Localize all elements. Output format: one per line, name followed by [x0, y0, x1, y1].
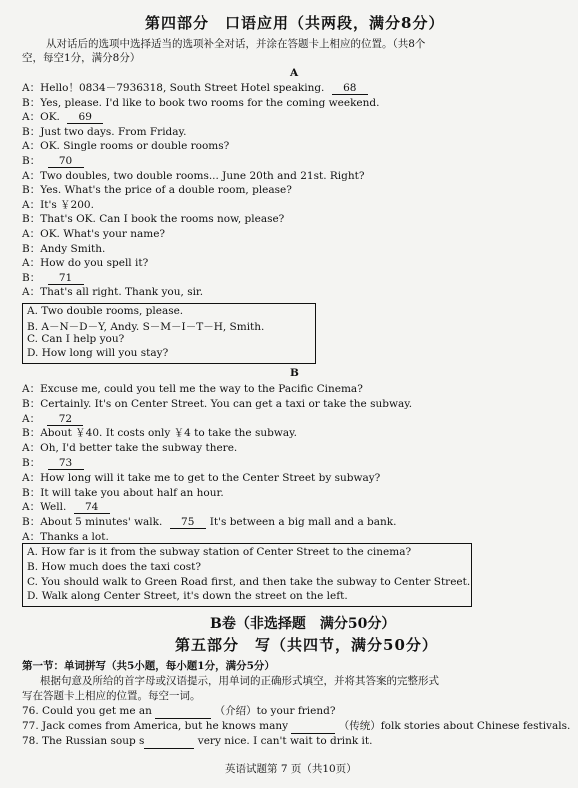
dialog-line	[22, 470, 380, 485]
answer-blank-75[interactable]: 75	[170, 516, 206, 529]
answer-blank-71[interactable]: 71	[48, 272, 84, 285]
dialog-line-text: B：It will take you about half an hour.	[22, 486, 224, 499]
dialog-line-text: A：How long will it take me to get to the Center Street by subway?	[22, 471, 381, 484]
dialog-line-text: A：Oh, I'd better take the subway there.	[22, 442, 238, 455]
dialog-line	[22, 440, 237, 455]
dialog-line	[22, 425, 297, 440]
dialog-line	[22, 514, 397, 529]
section1-title: 第一节：单词拼写（共5小题，每小题1分，满分5分）	[22, 660, 275, 672]
dialog-line-text: A：How do you spell it?	[22, 257, 149, 270]
dialog-line	[22, 109, 103, 124]
dialog-line	[22, 124, 186, 139]
dialog-line-text-after: It's between a big mall and a bank.	[209, 516, 397, 529]
part5-title: 第五部分 写（共四节，满分50分）	[175, 636, 438, 654]
dialog-line-text: B：About 5 minutes' walk.	[22, 516, 163, 529]
dialog-line	[22, 95, 379, 110]
dialog-line-text: A：OK. Single rooms or double rooms?	[22, 140, 230, 153]
dialog-a-option-b: B. A－N－D－Y, Andy. S－M－I－T－H, Smith.	[27, 321, 265, 333]
dialog-b-option-a: A. How far is it from the subway station of Center Street to the cinema?	[27, 546, 412, 558]
dialog-line-text: B：	[22, 155, 41, 167]
dialog-line-text: A：Well.	[22, 501, 67, 514]
answer-blank-68[interactable]: 68	[332, 82, 368, 95]
dialog-a-option-a: A. Two double rooms, please.	[27, 305, 184, 317]
part4-title: 第四部分 口语应用（共两段，满分8分）	[145, 14, 445, 32]
dialog-line-text: B：	[22, 457, 41, 469]
dialog-line	[22, 80, 368, 95]
dialog-line-text: A：Excuse me, could you tell me the way to the Pacific Cinema?	[22, 383, 363, 395]
dialog-line	[22, 197, 94, 212]
section1-instruction-line1: 根据句意及所给的首字母或汉语提示，用单词的正确形式填空，并将其答案的完整形式	[40, 675, 439, 687]
question-78-text-before: 78. The Russian soup s	[22, 735, 145, 747]
part4-instruction-line2: 空，每空1分，满分8分）	[22, 52, 141, 64]
dialog-line-text: A：That's all right. Thank you, sir.	[22, 286, 204, 299]
answer-blank-69[interactable]: 69	[67, 111, 103, 124]
dialog-line-text: A：It's ￥200.	[22, 198, 94, 211]
dialog-line-text: B：Yes. What's the price of a double room, please?	[22, 184, 292, 197]
dialog-line	[22, 241, 105, 256]
dialog-line	[22, 270, 84, 285]
dialog-line	[22, 381, 363, 396]
dialog-line	[22, 284, 203, 299]
dialog-line-text: B：	[22, 271, 41, 284]
dialog-line	[22, 499, 110, 514]
question-77-blank[interactable]	[291, 719, 335, 734]
question-76-text-after: （介绍）to your friend?	[214, 705, 336, 717]
question-76	[22, 704, 335, 719]
dialog-line	[22, 529, 109, 544]
dialog-line	[22, 168, 364, 183]
answer-blank-73[interactable]: 73	[48, 457, 84, 470]
volume-b-title: B卷（非选择题 满分50分）	[210, 616, 396, 632]
page-footer: 英语试题第 7 页（共10页）	[225, 763, 357, 775]
dialog-line-text: A：OK.	[22, 111, 60, 124]
dialog-line-text: A：Two doubles, two double rooms... June 20th and 21st. Right?	[22, 169, 365, 182]
dialog-a-option-d: D. How long will you stay?	[27, 347, 169, 359]
dialog-line-text: B：About ￥40. It costs only ￥4 to take the subway.	[22, 427, 297, 440]
dialog-line	[22, 182, 292, 197]
dialog-line-text: A：	[22, 412, 41, 425]
dialog-line	[22, 485, 224, 500]
dialog-line-text: A：OK. What's your name?	[22, 228, 166, 240]
dialog-a-options-box	[22, 303, 316, 364]
question-77-text-after: （传统）folk stories about Chinese festivals.	[338, 720, 571, 732]
dialog-line-text: B：Certainly. It's on Center Street. You can get a taxi or take the subway.	[22, 397, 413, 410]
dialog-line	[22, 255, 148, 270]
dialog-a-label: A	[290, 67, 299, 79]
dialog-line	[22, 396, 412, 411]
dialog-line	[22, 226, 165, 241]
question-76-text-before: 76. Could you get me an	[22, 705, 152, 717]
dialog-line-text: B：Andy Smith.	[22, 242, 106, 255]
question-77-text-before: 77. Jack comes from America, but he knows many	[22, 720, 289, 732]
dialog-line	[22, 455, 84, 470]
question-78-blank[interactable]	[144, 734, 194, 749]
answer-blank-72[interactable]: 72	[47, 413, 83, 426]
section1-instruction-line2: 写在答题卡上相应的位置。每空一词。	[22, 690, 201, 702]
dialog-line	[22, 211, 284, 226]
dialog-line-text: A：Thanks a lot.	[22, 531, 109, 543]
dialog-line	[22, 411, 83, 426]
question-77	[22, 719, 570, 734]
dialog-line-text: B：Just two days. From Friday.	[22, 125, 187, 138]
dialog-line	[22, 153, 84, 168]
dialog-line-text: A：Hello！0834－7936318, South Street Hotel speaking.	[22, 82, 325, 94]
dialog-line	[22, 138, 229, 153]
dialog-b-options-box	[22, 543, 472, 607]
dialog-line-text: B：That's OK. Can I book the rooms now, please?	[22, 213, 285, 226]
dialog-a-option-c: C. Can I help you?	[27, 333, 125, 345]
dialog-b-option-c: C. You should walk to Green Road first, and then take the subway to Center Street.	[27, 576, 471, 588]
part4-instruction-line1: 从对话后的选项中选择适当的选项补全对话，并涂在答题卡上相应的位置。（共8个	[46, 38, 426, 50]
dialog-line-text: B：Yes, please. I'd like to book two rooms for the coming weekend.	[22, 96, 380, 109]
question-78-text-after: very nice. I can't wait to drink it.	[197, 735, 373, 747]
answer-blank-74[interactable]: 74	[74, 501, 110, 514]
dialog-b-option-d: D. Walk along Center Street, it's down the street on the left.	[27, 590, 348, 602]
question-78	[22, 734, 372, 749]
dialog-b-label: B	[290, 367, 299, 379]
dialog-b-option-b: B. How much does the taxi cost?	[27, 561, 201, 573]
question-76-blank[interactable]	[155, 704, 211, 719]
answer-blank-70[interactable]: 70	[48, 155, 84, 168]
